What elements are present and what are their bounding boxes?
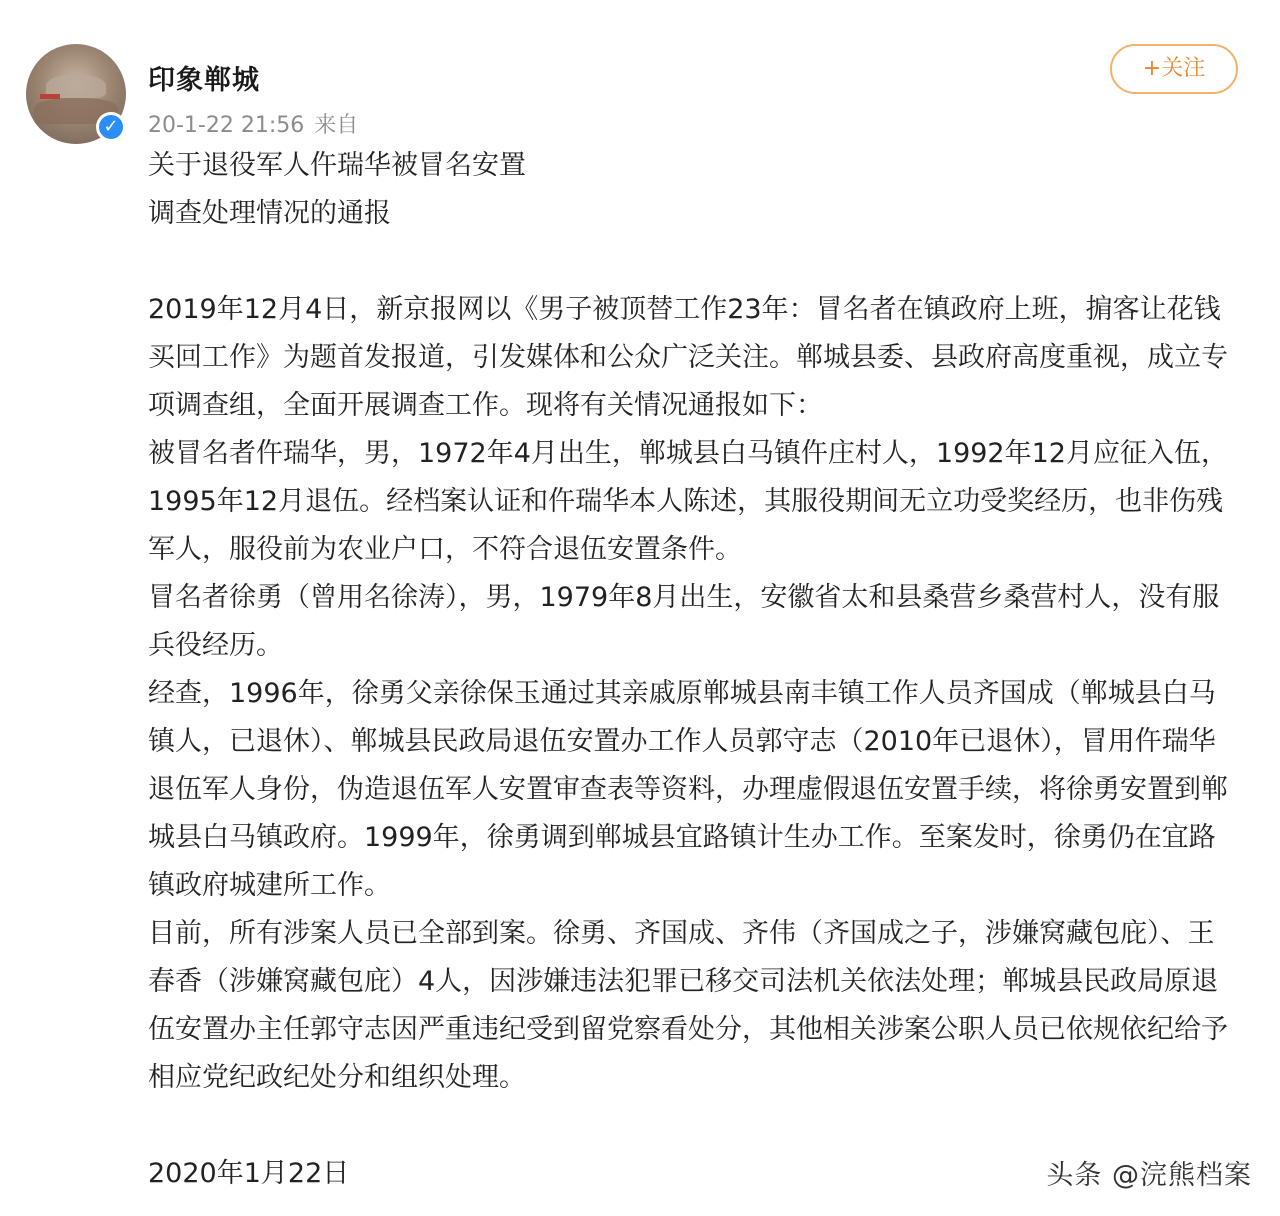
post-meta <box>148 108 358 139</box>
watermark: 头条 @浣熊档案 <box>1046 1160 1252 1191</box>
notice-title-line-2: 调查处理情况的通报 <box>148 198 391 229</box>
paragraph-5: 目前，所有涉案人员已全部到案。徐勇、齐国成、齐伟（齐国成之子，涉嫌窝藏包庇）、王春香（涉嫌窝藏包庇）4人，因涉嫌违法犯罪已移交司法机关依法处理；郸城县民政局原退伍安置办主任郭守志因严重违纪受到留党察看处分，其他相关涉案公职人员已依规依纪给予相应党纪政纪处分和组织处理。 <box>148 918 1228 1093</box>
notice-date: 2020年1月22日 <box>148 1158 350 1189</box>
post-timestamp: 20-1-22 21:56 <box>148 113 305 138</box>
paragraph-3: 冒名者徐勇（曾用名徐涛），男，1979年8月出生，安徽省太和县桑营乡桑营村人，没有服兵役经历。 <box>148 582 1220 661</box>
paragraph-4: 经查，1996年，徐勇父亲徐保玉通过其亲戚原郸城县南丰镇工作人员齐国成（郸城县白马镇人，已退休）、郸城县民政局退伍安置办工作人员郭守志（2010年已退休），冒用仵瑞华退伍军人身份，伪造退伍军人安置审查表等资料，办理虚假退伍安置手续，将徐勇安置到郸城县白马镇政府。1999年，徐勇调到郸城县宜路镇计生办工作。至案发时，徐勇仍在宜路镇政府城建所工作。 <box>148 678 1228 901</box>
spacer <box>148 238 1240 286</box>
spacer <box>148 1102 1240 1150</box>
paragraph-2: 被冒名者仵瑞华，男，1972年4月出生，郸城县白马镇仵庄村人，1992年12月应征入伍，1995年12月退伍。经档案认证和仵瑞华本人陈述，其服役期间无立功受奖经历，也非伤残军人，服役前为农业户口，不符合退伍安置条件。 <box>148 438 1228 565</box>
verified-check-icon: ✓ <box>96 112 126 142</box>
paragraph-1: 2019年12月4日，新京报网以《男子被顶替工作23年：冒名者在镇政府上班，掮客让花钱买回工作》为题首发报道，引发媒体和公众广泛关注。郸城县委、县政府高度重视，成立专项调查组，全面开展调查工作。现将有关情况通报如下： <box>148 294 1228 421</box>
follow-button[interactable]: +关注 <box>1110 44 1238 94</box>
avatar-scene <box>40 94 60 99</box>
author-name[interactable]: 印象郸城 <box>148 65 260 96</box>
post-content <box>148 142 1240 1198</box>
notice-title-line-1: 关于退役军人仵瑞华被冒名安置 <box>148 150 526 181</box>
post-source-label: 来自 <box>314 113 359 138</box>
